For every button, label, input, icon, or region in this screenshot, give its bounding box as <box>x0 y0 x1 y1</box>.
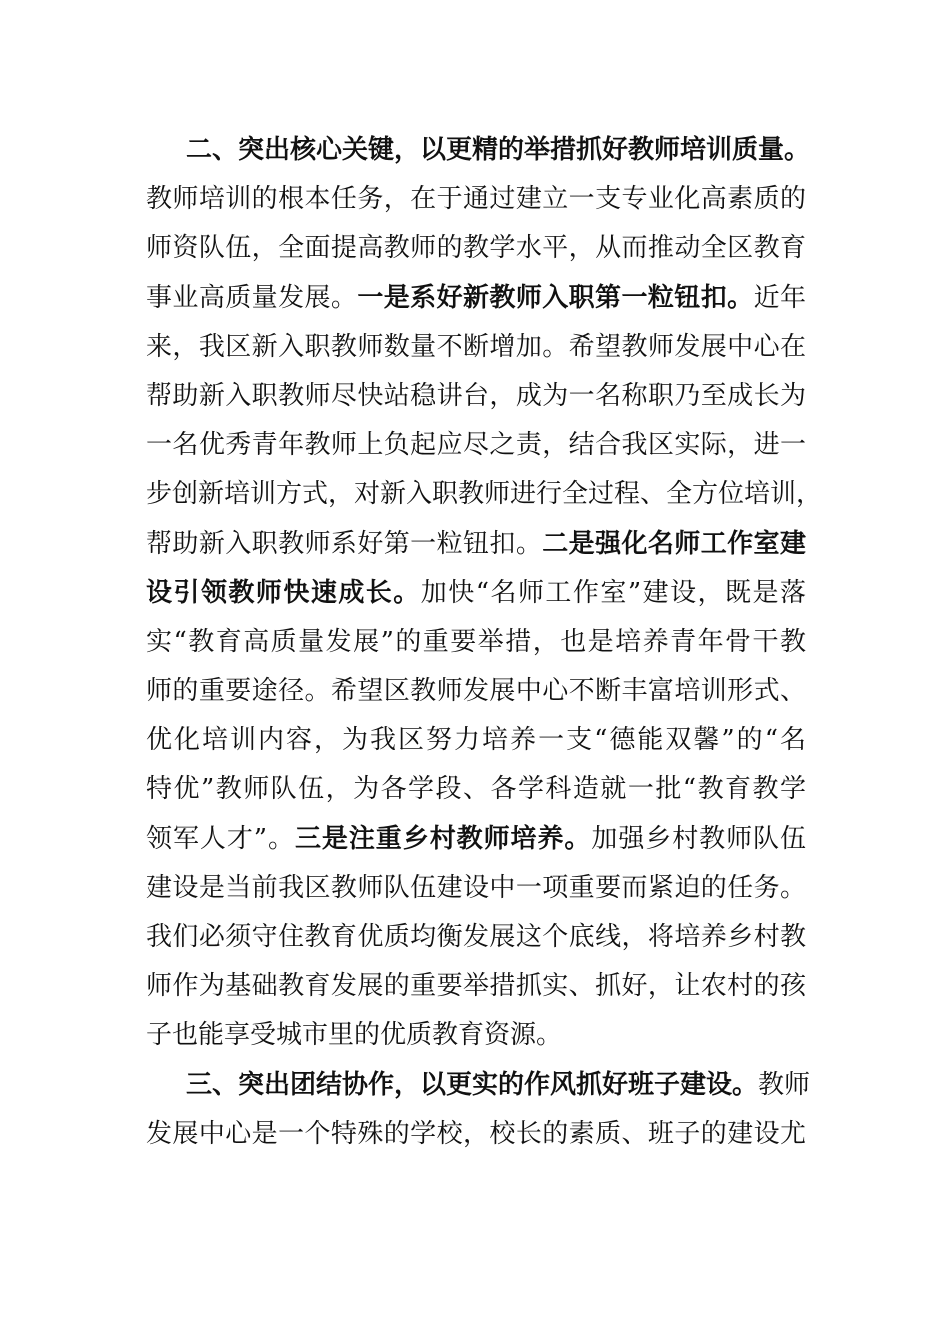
text-run: 建设是当前我区教师队伍建设中一项重要而紧迫的任务。 <box>146 872 806 903</box>
paragraph-line <box>146 470 823 519</box>
paragraph-last-line <box>146 1011 806 1060</box>
text-run: 事业高质量发展。 <box>146 282 358 313</box>
text-run: 我们必须守住教育优质均衡发展这个底线，将培养乡村教 <box>146 922 806 952</box>
paragraph-line <box>146 520 806 569</box>
text-run: 加快“名师工作室”建设，既是落 <box>420 577 806 608</box>
text-run: 近年 <box>753 282 806 313</box>
section-heading-2 <box>146 126 811 175</box>
text-run: 特优”教师队伍，为各学段、各学科造就一批“教育教学 <box>146 774 806 805</box>
text-run: 实“教育高质量发展”的重要举措，也是培养青年骨干教 <box>146 626 806 657</box>
bold-text-run: 设引领教师快速成长。 <box>146 577 421 608</box>
text-run: 领军人才”。 <box>146 823 295 854</box>
bold-text-run: 三是注重乡村教师培养。 <box>294 823 592 854</box>
paragraph-line <box>146 716 806 765</box>
text-run: 来，我区新入职教师数量不断增加。希望教师发展中心在 <box>146 331 806 362</box>
paragraph-line <box>146 667 806 716</box>
text-run: 帮助新入职教师系好第一粒钮扣。 <box>146 528 543 559</box>
text-run: 教师 <box>758 1069 811 1100</box>
bold-text-run: 二、突出核心关键，以更精的举措抓好教师培训质量。 <box>186 135 811 165</box>
paragraph-line <box>146 175 806 224</box>
paragraph-line <box>146 569 806 618</box>
text-run: 优化培训内容，为我区努力培养一支“德能双馨”的“名 <box>146 725 806 756</box>
text-run: 师的重要途径。希望区教师发展中心不断丰富培训形式、 <box>146 676 806 707</box>
bold-text-run: 三、突出团结协作，以更实的作风抓好班子建设。 <box>186 1069 759 1100</box>
paragraph-line <box>146 421 806 470</box>
text-run: 发展中心是一个特殊的学校，校长的素质、班子的建设尤 <box>146 1118 806 1149</box>
paragraph-line <box>146 765 806 814</box>
text-run: 师资队伍，全面提高教师的教学水平，从而推动全区教育 <box>146 233 806 264</box>
paragraph-line <box>146 224 806 273</box>
text-run: 帮助新入职教师尽快站稳讲台，成为一名称职乃至成长为 <box>146 380 806 411</box>
text-run: 教师培训的根本任务，在于通过建立一支专业化高素质的 <box>146 184 806 215</box>
paragraph-line <box>146 618 806 667</box>
paragraph-line <box>146 815 806 864</box>
text-run: 子也能享受城市里的优质教育资源。 <box>146 1020 563 1051</box>
paragraph-line <box>146 913 806 962</box>
section-heading-3 <box>146 1061 811 1110</box>
paragraph-line <box>146 864 806 913</box>
text-run: 一名优秀青年教师上负起应尽之责，结合我区实际，进一 <box>146 430 806 461</box>
text-run: 师作为基础教育发展的重要举措抓实、抓好，让农村的孩 <box>146 971 806 1002</box>
text-run: 加强乡村教师队伍 <box>591 823 806 854</box>
paragraph-line <box>146 323 806 372</box>
paragraph-line <box>146 962 806 1011</box>
paragraph-line <box>146 1110 806 1159</box>
bold-text-run: 一是系好新教师入职第一粒钮扣。 <box>357 282 754 313</box>
bold-text-run: 二是强化名师工作室建 <box>542 528 806 559</box>
document-body <box>146 126 823 1159</box>
paragraph-line <box>146 274 806 323</box>
paragraph-line <box>146 372 806 421</box>
text-run: 步创新培训方式，对新入职教师进行全过程、全方位培训， <box>146 479 823 510</box>
